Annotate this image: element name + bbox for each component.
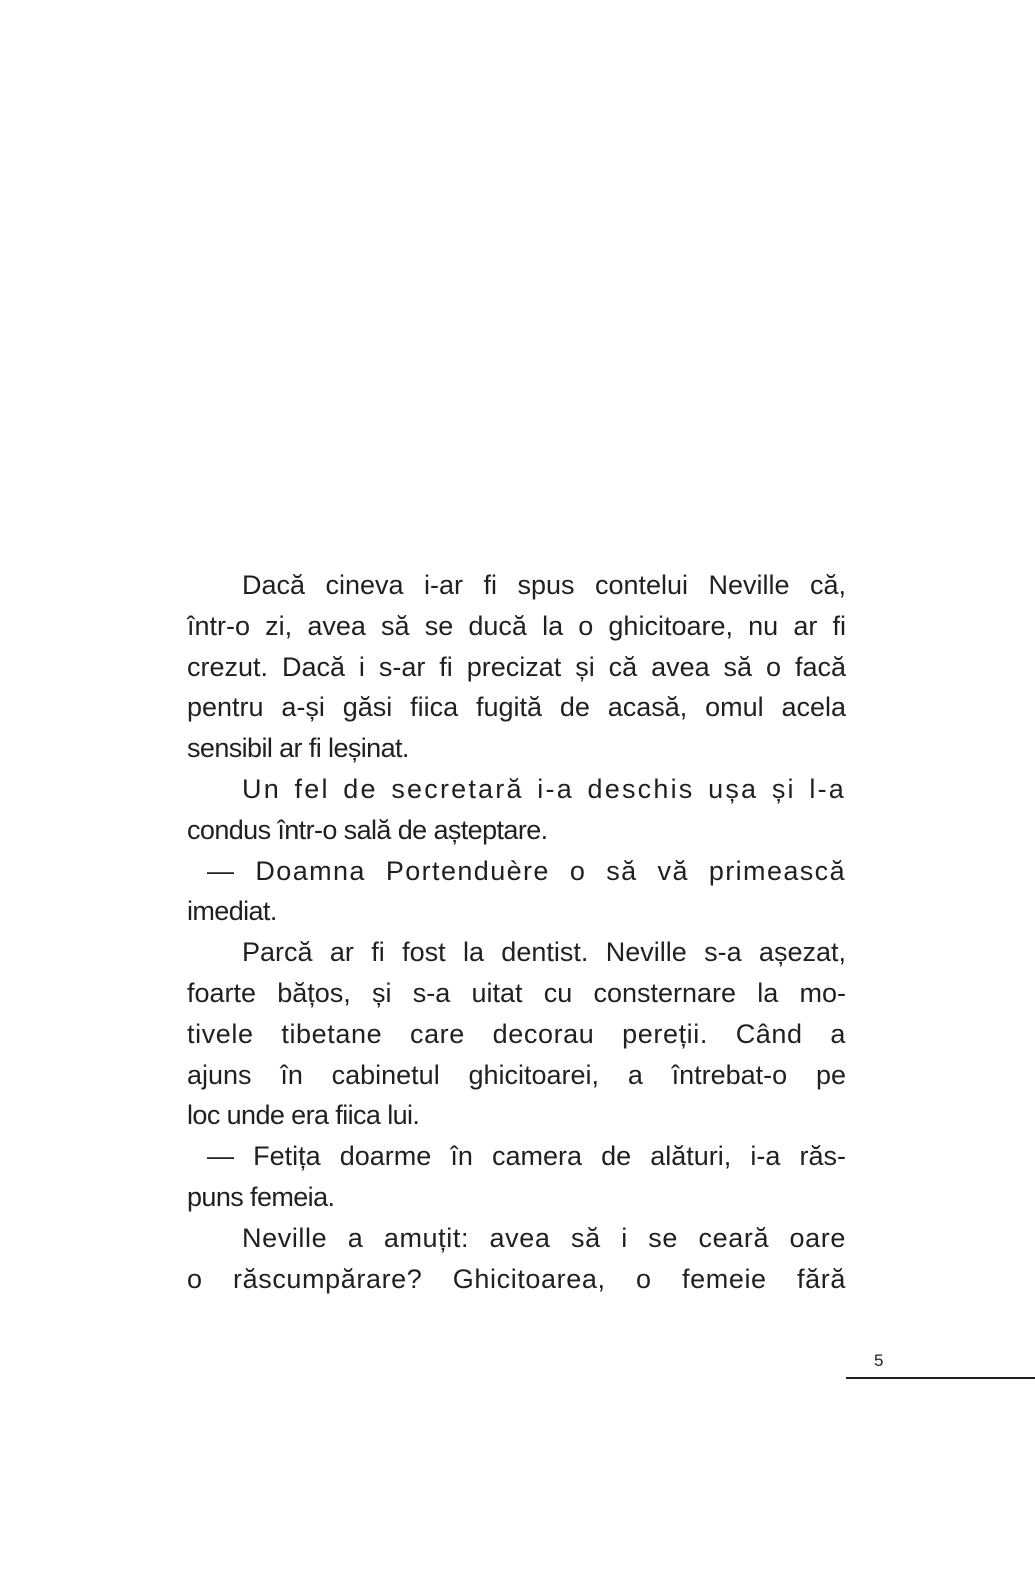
text-line: — Doamna Portenduère o să vă primească [207,855,846,886]
page-number: 5 [874,1351,884,1370]
text-line: imediat. [187,896,277,927]
text-line: condus într-o sală de așteptare. [187,814,548,845]
text-line: — Fetița doarme în camera de alături, i-a răs- [207,1141,846,1172]
body-text [187,565,846,1299]
text-line: tivele tibetane care decorau pereții. Când a [187,1018,846,1049]
text-line: Neville a amuțit: avea să i se ceară oare [242,1222,846,1253]
text-line: Un fel de secretară i-a deschis ușa și l-a [242,773,846,804]
page-number-rule [846,1377,1035,1379]
text-line: o răscumpărare? Ghicitoarea, o femeie fără [187,1263,846,1294]
text-line: pentru a-și găsi fiica fugită de acasă, omul acela [187,692,846,723]
text-line: Dacă cineva i-ar fi spus contelui Neville că, [242,570,846,600]
text-line: puns femeia. [187,1181,335,1212]
text-line: într-o zi, avea să se ducă la o ghicitoare, nu ar fi [187,610,846,641]
text-line: crezut. Dacă i s-ar fi precizat și că avea să o facă [187,651,846,682]
text-line: Parcă ar fi fost la dentist. Neville s-a așezat, [242,937,846,968]
text-line: sensibil ar fi leșinat. [187,733,409,764]
text-line: foarte bățos, și s-a uitat cu consternare la mo- [187,977,846,1008]
text-line: loc unde era fiica lui. [187,1100,420,1131]
text-line: ajuns în cabinetul ghicitoarei, a întrebat-o pe [187,1059,846,1090]
